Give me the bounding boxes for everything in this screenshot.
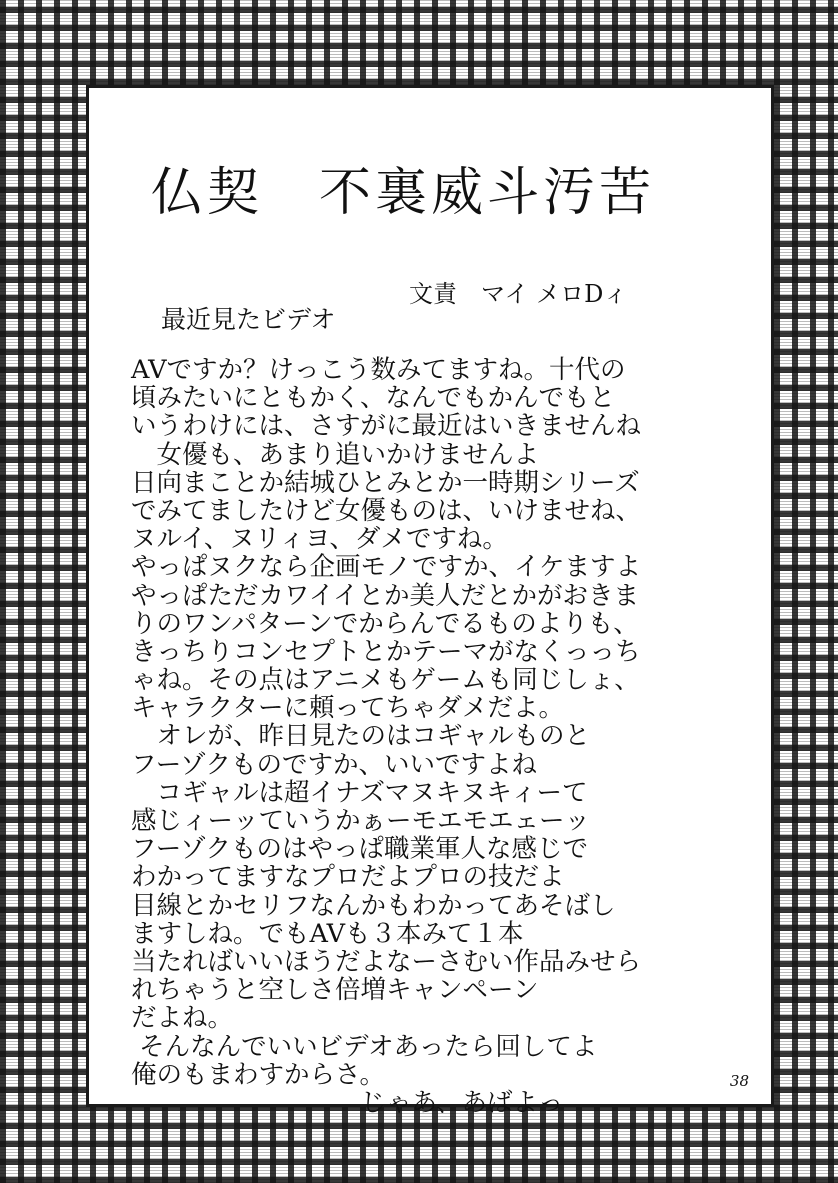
text-line: でみてましたけど女優ものは、いけませね、 [131, 495, 642, 526]
page-number: 38 [729, 1072, 749, 1090]
text-line: AVですか？けっこう数みてますね。十代の [131, 355, 626, 385]
text-line: 目線とかセリフなんかもわかってあそばし [131, 890, 616, 921]
text-line: やっぱヌクなら企画モノですか、イケますよ [131, 552, 642, 583]
section-subtitle: 最近見たビデオ [161, 305, 336, 334]
text-line: 俺のもまわすからさ。 [131, 1059, 385, 1090]
body-text [131, 356, 771, 1117]
text-panel [86, 85, 774, 1118]
text-line: ヌルイ、ヌリィヨ、ダメですね。 [131, 524, 508, 555]
page-title: 仏契 不裏威斗汚苦 [151, 163, 656, 223]
text-line: キャラクターに頼ってちゃダメだよ。 [131, 693, 564, 724]
text-line: れちゃうと空しさ倍増キャンペーン [131, 975, 539, 1006]
text-line: そんなんでいいビデオあったら回してよ [131, 1031, 598, 1062]
text-line: 当たればいいほうだよなーさむい作品みせら [131, 946, 642, 977]
text-line: 日向まことか結城ひとみとか一時期シリーズ [131, 467, 640, 498]
text-line: 感じィーッていうかぁーモエモエェーッ [131, 806, 591, 836]
text-line: じゃあ、あばよっ [131, 1087, 564, 1118]
text-line: フーゾクものですか、いいですよね [131, 749, 537, 780]
text-line: 女優も、あまり追いかけませんよ [131, 439, 540, 470]
text-line: わかってますなプロだよプロの技だよ [131, 862, 565, 893]
author-byline: 文責 マイ メロDィ [409, 280, 628, 308]
text-line: きっちりコンセプトとかテーマがなくっっち [131, 636, 641, 667]
text-line: やっぱただカワイイとか美人だとかがおきま [131, 580, 639, 611]
text-line: フーゾクものはやっぱ職業軍人な感じで [131, 834, 588, 865]
text-line: 頃みたいにともかく、なんでもかんでもと [131, 383, 615, 414]
text-line: ますしね。でもAVも３本みて１本 [131, 918, 524, 949]
text-line: コギャルは超イナズマヌキヌキィーて [131, 777, 588, 808]
text-line: オレが、昨日見たのはコギャルものと [131, 721, 591, 752]
text-line: ゃね。その点はアニメもゲームも同じしょ、 [131, 665, 640, 696]
text-line: だよね。 [131, 1003, 234, 1034]
text-line: いうわけには、さすがに最近はいきませんね [131, 411, 642, 442]
text-line: りのワンパターンでからんでるものよりも、 [131, 608, 639, 639]
